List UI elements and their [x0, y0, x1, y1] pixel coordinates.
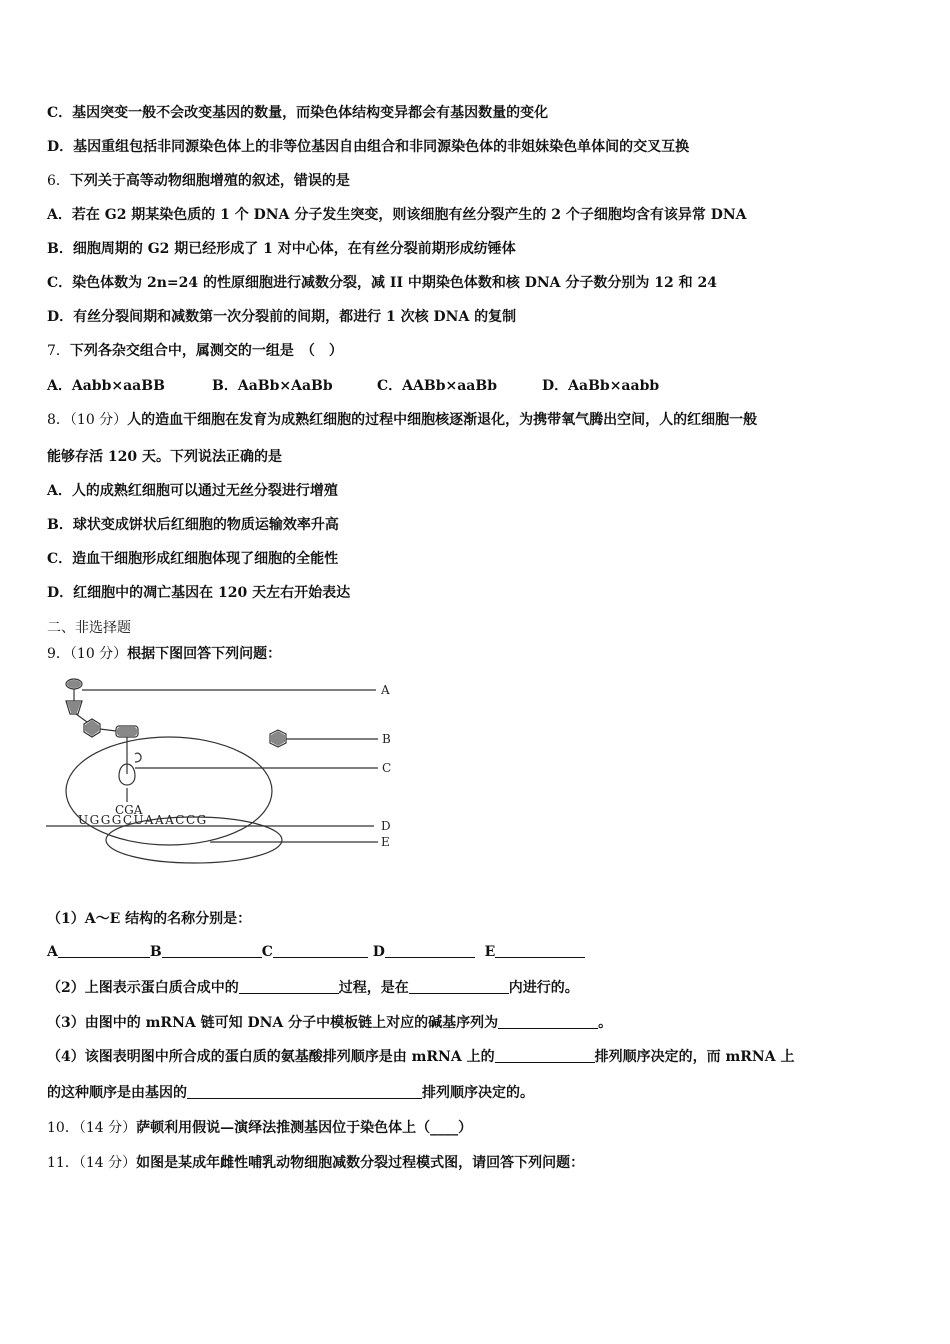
part-3-text-2: 。	[598, 1015, 613, 1031]
question-11-text: 如图是某成年雌性哺乳动物细胞减数分裂过程模式图，请回答下列问题：	[136, 1155, 585, 1171]
option-7a: A．Aabb×aaBB	[47, 378, 165, 394]
part-2-text-2: 过程，是在	[338, 980, 409, 996]
blank-gene-order[interactable]	[187, 1084, 422, 1099]
question-9-part-4-cont	[47, 1082, 534, 1102]
blank-codon-order[interactable]	[495, 1048, 595, 1063]
question-6	[47, 170, 350, 190]
blank-label-b: B	[149, 944, 162, 960]
part-4-text-1: （4）该图表明图中所合成的蛋白质的氨基酸排列顺序是由 mRNA 上的	[47, 1049, 495, 1065]
label-a: A	[381, 683, 390, 697]
blank-process[interactable]	[239, 979, 339, 994]
amino-acid-1-fill	[67, 680, 81, 688]
part-4-text-3: 的这种顺序是由基因的	[47, 1085, 187, 1101]
question-6-number: 6．	[47, 173, 70, 189]
question-8-number: 8．（10 分）	[47, 412, 128, 428]
option-6a: A．若在 G2 期某染色质的 1 个 DNA 分子发生突变，则该细胞有丝分裂产生的 2 个子细胞均含有该异常 DNA	[47, 207, 747, 223]
mrna-sequence: UGGGCUAAACCG	[78, 813, 208, 827]
part-3-text-1: （3）由图中的 mRNA 链可知 DNA 分子中模板链上对应的碱基序列为	[47, 1015, 499, 1031]
question-11	[47, 1152, 584, 1172]
option-8c: C．造血干细胞形成红细胞体现了细胞的全能性	[47, 551, 339, 567]
blank-a[interactable]	[58, 943, 150, 958]
question-6-text: 下列关于高等动物细胞增殖的叙述，错误的是	[69, 173, 350, 189]
option-5d: D．基因重组包括非同源染色体上的非等位基因自由组合和非同源染色体的非姐妹染色单体间的交叉互换	[47, 139, 690, 155]
label-b: B	[382, 732, 391, 746]
anticodon-sequence: CGA	[115, 803, 143, 817]
ribosome-large-subunit	[66, 737, 272, 845]
option-8a: A．人的成熟红细胞可以通过无丝分裂进行增殖	[47, 483, 338, 499]
question-7-options	[47, 375, 659, 395]
question-7-text: 下列各杂交组合中，属测交的一组是 （ ）	[69, 343, 343, 359]
question-9	[47, 643, 281, 663]
question-9-part-2	[47, 977, 579, 997]
peptide-bond-3	[100, 729, 116, 731]
question-11-number: 11．（14 分）	[47, 1155, 137, 1171]
question-8	[47, 409, 757, 429]
question-9-part-4	[47, 1046, 794, 1066]
question-9-blanks	[47, 943, 585, 960]
option-7d: D．AaBb×aabb	[542, 378, 660, 394]
section-heading: 二、非选择题	[47, 620, 131, 636]
blank-label-a: A	[47, 944, 58, 960]
option-6d: D．有丝分裂间期和减数第一次分裂前的间期，都进行 1 次核 DNA 的复制	[47, 309, 517, 325]
part-2-text-1: （2）上图表示蛋白质合成中的	[47, 980, 239, 996]
blank-location[interactable]	[409, 979, 509, 994]
label-d: D	[381, 819, 391, 833]
blank-template-sequence[interactable]	[498, 1014, 598, 1029]
part-2-text-3: 内进行的。	[508, 980, 579, 996]
question-9-number: 9．（10 分）	[47, 646, 128, 662]
part-4-text-2: 排列顺序决定的，而 mRNA 上	[594, 1049, 795, 1065]
option-6c: C．染色体数为 2n=24 的性原细胞进行减数分裂，减 II 中期染色体数和核 DNA 分子数分别为 12 和 24	[47, 275, 718, 291]
blank-label-c: C	[261, 944, 273, 960]
option-8d: D．红细胞中的凋亡基因在 120 天左右开始表达	[47, 585, 351, 601]
question-8-text-1: 人的造血干细胞在发育为成熟红细胞的过程中细胞核逐渐退化，为携带氧气腾出空间，人的红细胞一般	[127, 412, 758, 428]
blank-b[interactable]	[162, 943, 262, 958]
blank-c[interactable]	[273, 943, 368, 958]
question-9-text: 根据下图回答下列问题：	[127, 646, 282, 662]
label-c: C	[382, 761, 392, 775]
option-5c: C．基因突变一般不会改变基因的数量，而染色体结构变异都会有基因数量的变化	[47, 105, 549, 121]
question-9-part-1: （1）A～E 结构的名称分别是：	[47, 911, 252, 927]
question-10-number: 10．（14 分）	[47, 1120, 137, 1136]
question-7	[47, 340, 343, 360]
translation-diagram	[44, 674, 404, 864]
blank-label-d: D	[372, 944, 385, 960]
question-10-text: 萨顿利用假说—演绎法推测基因位于染色体上（____）	[136, 1120, 473, 1136]
trna-amino-acid-fill	[117, 727, 137, 736]
question-8-text-2: 能够存活 120 天。下列说法正确的是	[47, 449, 282, 465]
option-7c: C．AABb×aaBb	[377, 378, 497, 394]
question-10	[47, 1117, 472, 1137]
blank-label-e: E	[484, 944, 496, 960]
free-amino-acid-fill	[271, 731, 285, 746]
blank-e[interactable]	[495, 943, 585, 958]
question-7-number: 7．	[47, 343, 70, 359]
label-e: E	[381, 835, 390, 849]
option-6b: B．细胞周期的 G2 期已经形成了 1 对中心体，在有丝分裂前期形成纺锤体	[47, 241, 516, 257]
trna-side-loop	[135, 753, 141, 762]
option-8b: B．球状变成饼状后红细胞的物质运输效率升高	[47, 517, 339, 533]
option-7b: B．AaBb×AaBb	[212, 378, 333, 394]
part-4-text-4: 排列顺序决定的。	[422, 1085, 534, 1101]
peptide-bond-2	[76, 714, 87, 722]
blank-d[interactable]	[385, 943, 475, 958]
question-9-part-3	[47, 1012, 612, 1032]
